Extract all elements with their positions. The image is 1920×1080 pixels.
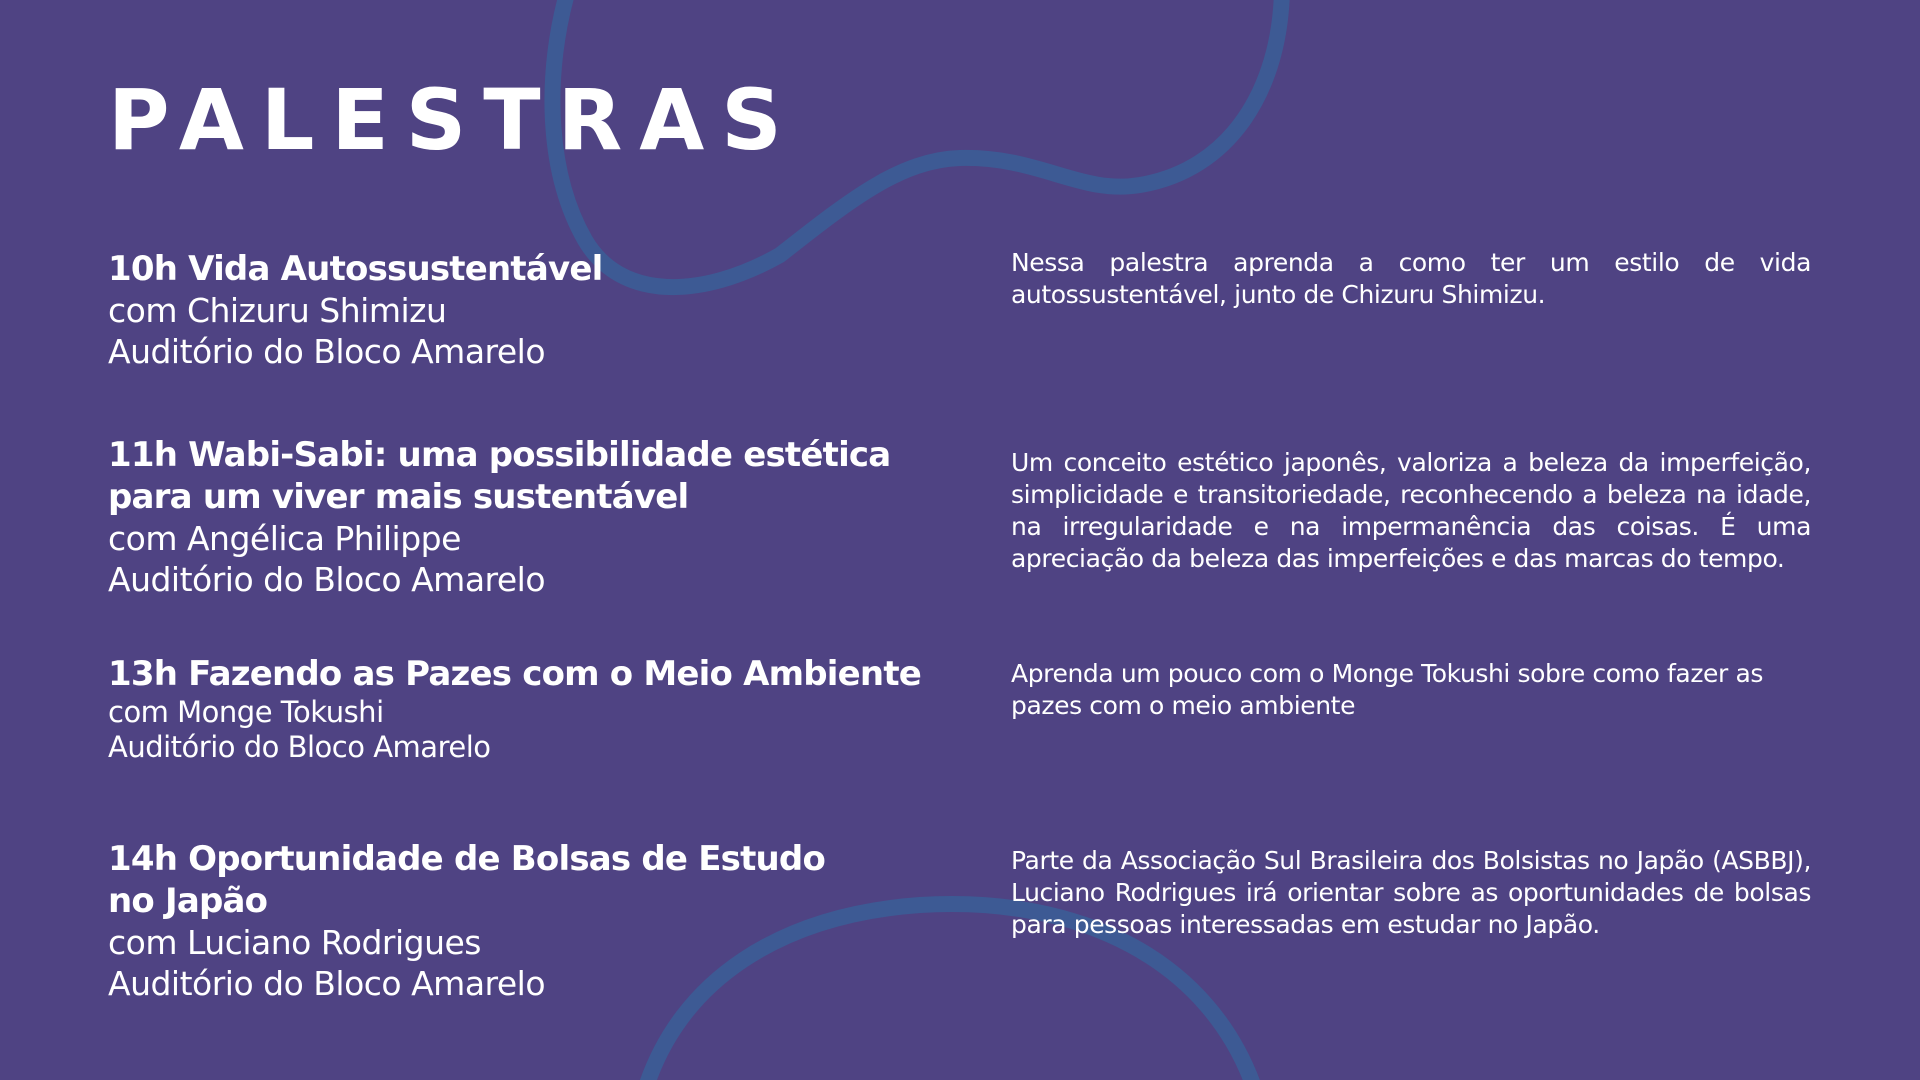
talk-title: 13h Fazendo as Pazes com o Meio Ambiente [108, 654, 922, 694]
talk-description: Nessa palestra aprenda a como ter um estilo de vida autossustentável, junto de Chizuru Shimizu. [1011, 248, 1811, 309]
talk-speaker: com Luciano Rodrigues [108, 923, 481, 962]
talk-venue: Auditório do Bloco Amarelo [108, 964, 546, 1003]
talk-title: 11h Wabi-Sabi: uma possibilidade estética para um viver mais sustentável [108, 435, 891, 517]
talk-title: 14h Oportunidade de Bolsas de Estudo no Japão [108, 839, 826, 921]
talk-venue: Auditório do Bloco Amarelo [108, 730, 491, 764]
talk-item [108, 248, 948, 372]
talk-title: 10h Vida Autossustentável [108, 249, 603, 289]
talk-item [108, 434, 958, 600]
talk-item [108, 838, 848, 1004]
talk-description: Um conceito estético japonês, valoriza a beleza da imperfeição, simplicidade e transitoriedade, reconhecendo a beleza na idade, na irregularidade e na impermanência das coisas. É uma apreciação da beleza das imperfeições e das marcas do tempo. [1011, 448, 1811, 573]
talk-speaker: com Chizuru Shimizu [108, 291, 447, 330]
page-title: PALESTRAS [108, 71, 799, 169]
talk-description: Aprenda um pouco com o Monge Tokushi sobre como fazer as pazes com o meio ambiente [1011, 659, 1764, 720]
talk-venue: Auditório do Bloco Amarelo [108, 560, 546, 599]
talk-venue: Auditório do Bloco Amarelo [108, 332, 546, 371]
talk-speaker: com Angélica Philippe [108, 519, 461, 558]
talk-description: Parte da Associação Sul Brasileira dos Bolsistas no Japão (ASBBJ), Luciano Rodrigues irá orientar sobre as oportunidades de bolsas para pessoas interessadas em estudar no Japão. [1011, 846, 1811, 939]
talk-speaker: com Monge Tokushi [108, 695, 384, 729]
talk-item [108, 653, 948, 765]
